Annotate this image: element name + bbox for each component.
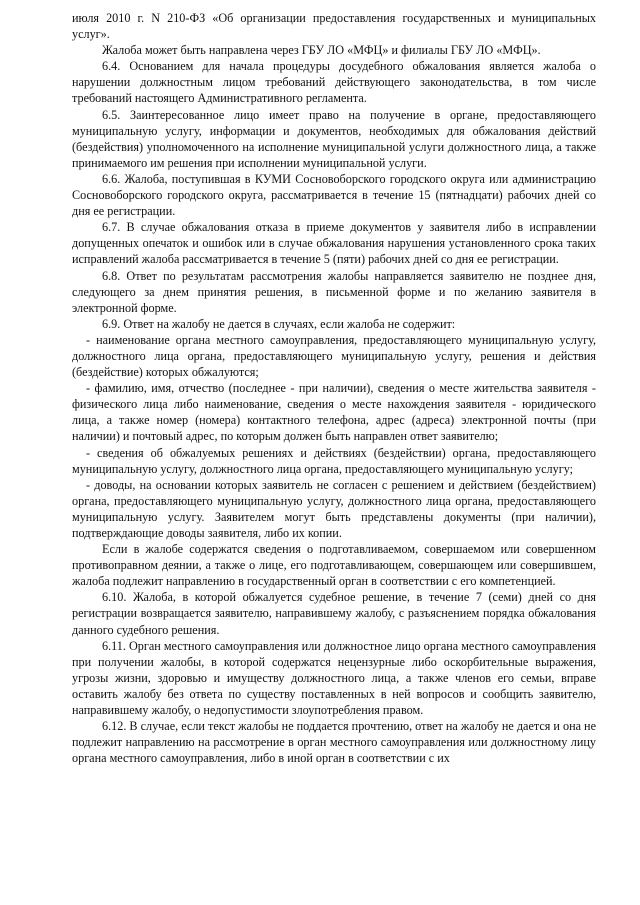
paragraph-6-6: 6.6. Жалоба, поступившая в КУМИ Сосновоборского городского округа или администрацию Сосновоборского городского округа, рассматривается в течение 15 (пятнадцати) рабочих дней со дня ее регистрации.: [72, 171, 596, 219]
paragraph-6-8: 6.8. Ответ по результатам рассмотрения жалобы направляется заявителю не позднее дня, следующего за днем принятия решения, в письменной форме и по желанию заявителя в электронной форме.: [72, 268, 596, 315]
list-item-arguments: - доводы, на основании которых заявитель не согласен с решением и действием (бездействием) органа, предоставляющего муниципальную услугу, должностного лица органа, предоставляющего муниципальную услугу. Заявителем могут быть представлены документы (при наличии), подтверждающие доводы заявителя, либо их копии.: [72, 477, 596, 540]
list-item-applicant-details: - фамилию, имя, отчество (последнее - при наличии), сведения о месте жительства заявителя - физического лица либо наименование, сведения о месте нахождения заявителя - юридического лица, а также номер (номера) контактного телефона, адрес (адреса) электронной почты (при наличии) и почтовый адрес, по которым должен быть направлен ответ заявителю;: [72, 381, 596, 444]
paragraph-6-5: 6.5. Заинтересованное лицо имеет право на получение в органе, предоставляющего муниципальную услугу, информации и документов, необходимых для обжалования действий (бездействия) уполномоченного на исполнение муниципальной услуги должностного лица, а также принимаемого им решения при исполнении муниципальной услуги.: [72, 107, 596, 170]
paragraph-6-10: 6.10. Жалоба, в которой обжалуется судебное решение, в течение 7 (семи) дней со дня регистрации возвращается заявителю, направившему жалобу, с разъяснением порядка обжалования данного судебного решения.: [72, 590, 596, 637]
paragraph-mfc: Жалоба может быть направлена через ГБУ ЛО «МФЦ» и филиалы ГБУ ЛО «МФЦ».: [102, 43, 541, 58]
paragraph-6-11: 6.11. Орган местного самоуправления или должностное лицо органа местного самоуправления при получении жалобы, в которой содержатся нецензурные либо оскорбительные выражения, угрозы жизни, здоровью и имуществу должностного лица, а также членов его семьи, вправе оставить жалобу без ответа по существу поставленных в ней вопросов и сообщить заявителю, направившему жалобу, о недопустимости злоупотребления правом.: [72, 638, 596, 718]
list-item-appealed-decisions: - сведения об обжалуемых решениях и действиях (бездействии) органа, предоставляющего муниципальную услугу, должностного лица органа, предоставляющего муниципальную услугу;: [72, 445, 596, 476]
paragraph-6-12: 6.12. В случае, если текст жалобы не поддается прочтению, ответ на жалобу не дается и она не подлежит направлению на рассмотрение в орган местного самоуправления или должностному лицу органа местного самоуправления, либо в иной орган в соответствии с их: [72, 719, 596, 766]
document-page: [72, 10, 596, 766]
paragraph-6-9: 6.9. Ответ на жалобу не дается в случаях, если жалоба не содержит:: [102, 316, 456, 331]
paragraph-6-4: 6.4. Основанием для начала процедуры досудебного обжалования является жалоба о нарушении должностным лицом требований действующего законодательства, в том числе требований настоящего Административного регламента.: [72, 59, 596, 106]
paragraph-law-reference: июля 2010 г. N 210-ФЗ «Об организации предоставления государственных и муниципальных услуг».: [72, 11, 596, 42]
list-item-authority-name: - наименование органа местного самоуправления, предоставляющего муниципальную услугу, должностного лица органа, предоставляющего муниципальную услугу, решения и действия (бездействие) которых обжалуются;: [72, 332, 596, 380]
paragraph-6-7: 6.7. В случае обжалования отказа в приеме документов у заявителя либо в исправлении допущенных опечаток и ошибок или в случае обжалования нарушения установленного срока таких исправлений жалоба рассматривается в течение 5 (пяти) рабочих дней со дня ее регистрации.: [72, 220, 596, 267]
paragraph-unlawful-act: Если в жалобе содержатся сведения о подготавливаемом, совершаемом или совершенном противоправном деянии, а также о лице, его подготавливающем, совершающем или совершившем, жалоба подлежит направлению в государственный орган в соответствии с его компетенцией.: [72, 542, 596, 589]
